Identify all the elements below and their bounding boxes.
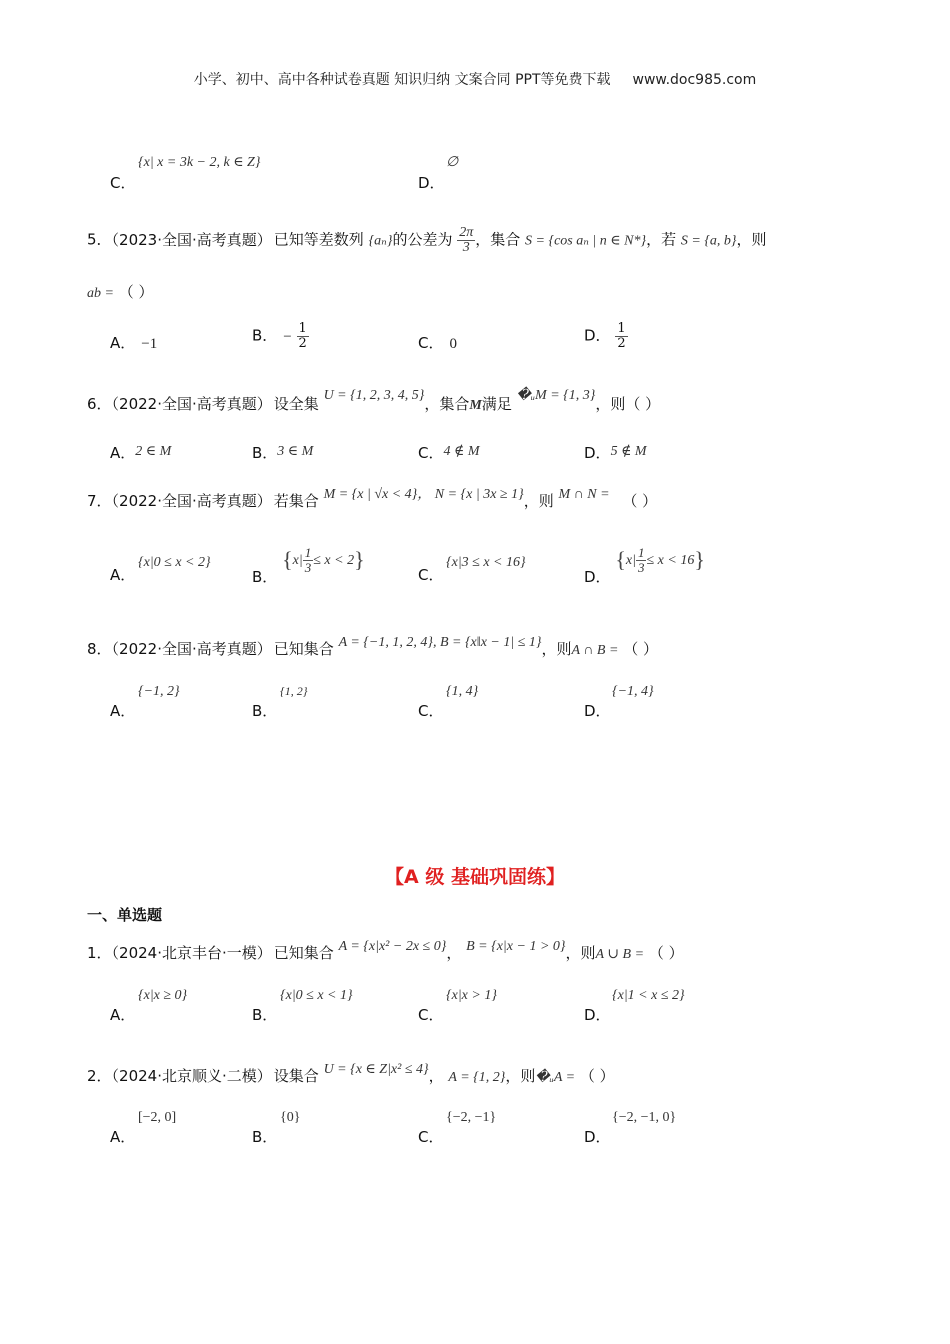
question-number: 2．: [87, 1067, 112, 1085]
question-text: ，则: [565, 944, 596, 962]
option-label: A．: [110, 702, 136, 720]
question-text: 已知等差数列: [273, 230, 364, 249]
option-math: {0}: [280, 1110, 301, 1125]
fraction: [615, 322, 627, 351]
question-text: 设集合: [273, 1067, 319, 1085]
question-text: ，若: [646, 230, 677, 249]
option-label: B．: [252, 326, 278, 345]
option-value: −1: [141, 336, 158, 352]
question-source: （2024·北京丰台·一模）: [111, 944, 272, 962]
question-number: 7．: [87, 492, 112, 510]
brace-right: }: [694, 546, 705, 572]
q4-option-d[interactable]: [418, 155, 459, 193]
option-label: D．: [418, 174, 445, 192]
question-source: （2022·全国·高考真题）: [111, 640, 272, 658]
frac-top: 1: [637, 545, 645, 560]
frac-bot: 2: [617, 336, 626, 351]
option-label: C．: [418, 702, 444, 720]
option-math: ∅: [446, 155, 459, 170]
question-text: ，则: [736, 230, 767, 249]
brace-left: {: [615, 546, 626, 572]
question-text: 若集合: [273, 492, 319, 510]
var: x: [292, 552, 299, 568]
option-math: 4 ∉ M: [443, 444, 480, 459]
option-label: C．: [418, 566, 444, 584]
q8-option-a[interactable]: [110, 684, 180, 721]
p1-option-d[interactable]: [584, 988, 685, 1025]
question-source: （2022·全国·高考真题）: [111, 492, 272, 510]
question-8: [87, 635, 658, 659]
option-label: D．: [584, 702, 611, 720]
question-number: 5．: [87, 230, 112, 249]
question-5: [87, 226, 767, 255]
q5-option-d[interactable]: [584, 322, 628, 351]
math-set: U = {1, 2, 3, 4, 5}: [323, 388, 425, 403]
option-math: 3 ∈ M: [277, 444, 314, 459]
practice-question-2: [87, 1062, 615, 1086]
bar: |: [298, 552, 303, 568]
option-label: A．: [110, 1006, 136, 1024]
frac-top: 1: [617, 321, 626, 336]
question-5-line2: [87, 281, 154, 302]
fraction: [297, 322, 309, 351]
separator: ，: [428, 1067, 444, 1085]
frac-bot: 3: [304, 560, 312, 575]
math-set: A = {x|x² − 2x ≤ 0}: [338, 939, 447, 954]
option-math: [282, 545, 365, 575]
option-math: {−2, −1}: [446, 1110, 497, 1125]
practice-question-1: [87, 939, 684, 963]
frac-top: 1: [304, 545, 312, 560]
header-text: 小学、初中、高中各种试卷真题 知识归纳 文案合同 PPT等免费下载: [193, 72, 611, 88]
option-math: {1, 2}: [280, 684, 308, 698]
q5-option-a[interactable]: [110, 332, 157, 353]
option-math: 5 ∉ M: [610, 444, 647, 459]
option-label: C．: [110, 174, 136, 192]
p1-option-b[interactable]: [252, 988, 353, 1025]
option-math: {−2, −1, 0}: [612, 1110, 677, 1125]
p2-option-a[interactable]: [110, 1110, 177, 1147]
q6-option-d[interactable]: [584, 442, 647, 463]
p2-option-c[interactable]: [418, 1110, 497, 1147]
question-text: ，集合: [424, 395, 470, 413]
question-text: 设全集: [273, 395, 319, 413]
math-set: A = {1, 2}: [448, 1070, 506, 1085]
option-math: {x|0 ≤ x < 2}: [138, 555, 211, 570]
q5-option-c[interactable]: [418, 332, 457, 353]
math-set: S = {a, b}: [680, 233, 737, 249]
bar: |: [632, 552, 636, 568]
option-label: A．: [110, 334, 136, 352]
option-math: {x|3 ≤ x < 16}: [446, 555, 526, 570]
option-math: {1, 4}: [446, 684, 479, 699]
question-text: ，则: [523, 492, 554, 510]
q5-option-b[interactable]: [252, 322, 309, 351]
question-number: 1．: [87, 944, 112, 962]
frac-bot: 2: [298, 336, 307, 351]
question-number: 8．: [87, 640, 112, 658]
answer-blank: （ ）: [648, 944, 684, 962]
fraction: [457, 226, 475, 255]
frac-top: 1: [298, 321, 307, 336]
question-text: 已知集合: [273, 640, 334, 658]
option-label: C．: [418, 1006, 444, 1024]
question-source: （2024·北京顺义·二模）: [111, 1067, 272, 1085]
option-label: B．: [252, 567, 278, 586]
p1-option-a[interactable]: [110, 988, 188, 1025]
answer-blank: （ ）: [579, 1067, 615, 1085]
p2-option-b[interactable]: [252, 1110, 301, 1147]
option-label: B．: [252, 1128, 278, 1146]
option-label: B．: [252, 702, 278, 720]
q8-option-c[interactable]: [418, 684, 479, 721]
option-math: {−1, 2}: [138, 684, 180, 699]
option-label: D．: [584, 1006, 611, 1024]
var: x: [625, 552, 633, 568]
option-label: A．: [110, 444, 136, 462]
brace-left: {: [282, 546, 293, 572]
q7-option-c[interactable]: [418, 555, 526, 585]
option-math: {x|x > 1}: [446, 988, 497, 1003]
option-value: 0: [449, 336, 457, 352]
option-math: [615, 545, 705, 575]
math-set: S = {cos aₙ | n ∈ N*}: [525, 233, 647, 249]
question-text: 满足: [481, 395, 512, 413]
p2-option-d[interactable]: [584, 1110, 677, 1147]
q7-option-d[interactable]: [584, 545, 705, 586]
post: ≤ x < 2: [313, 552, 355, 568]
option-label: D．: [584, 444, 611, 462]
math-expr: �ᵤA =: [535, 1070, 576, 1085]
question-source: （2023·全国·高考真题）: [111, 230, 272, 249]
option-math: 2 ∈ M: [135, 444, 172, 459]
fraction: [303, 546, 314, 575]
frac-bot: 3: [462, 240, 470, 255]
question-text: 的公差为: [392, 230, 453, 249]
option-label: A．: [110, 1128, 136, 1146]
math-expr: M ∩ N =: [558, 487, 610, 502]
fraction: [636, 546, 647, 575]
option-label: D．: [584, 326, 611, 345]
answer-blank: （ ）: [622, 492, 658, 510]
option-math: {x|0 ≤ x < 1}: [280, 988, 353, 1003]
option-label: A．: [110, 566, 136, 584]
math-sets: A = {−1, 1, 2, 4}, B = {x‖x − 1| ≤ 1}: [338, 635, 542, 650]
math-sequence: {aₙ}: [368, 233, 393, 249]
option-label: C．: [418, 1128, 444, 1146]
frac-bot: 3: [637, 560, 645, 575]
math-set: B = {x|x − 1 > 0}: [466, 939, 566, 954]
option-label: B．: [252, 1006, 278, 1024]
math-condition: �ᵤM = {1, 3}: [516, 388, 596, 403]
question-text: 已知集合: [273, 944, 334, 962]
question-text: ，集合: [475, 230, 521, 249]
answer-blank: （ ）: [623, 640, 658, 658]
frac-top: 2π: [459, 225, 474, 240]
math-expr: A ∪ B =: [595, 947, 645, 962]
math-expr: A ∩ B =: [571, 643, 619, 658]
q6-option-b[interactable]: [252, 442, 313, 463]
page-header: [0, 69, 950, 89]
question-6: [87, 388, 661, 414]
math-var: M: [469, 398, 482, 413]
answer-blank: （ ）: [118, 283, 154, 301]
q6-option-a[interactable]: [110, 442, 171, 463]
option-label: D．: [584, 567, 611, 586]
option-label: C．: [418, 334, 444, 352]
answer-blank: （ ）: [625, 395, 661, 413]
header-site: www.doc985.com: [632, 72, 757, 88]
math-expr: ab =: [87, 286, 114, 301]
p1-option-c[interactable]: [418, 988, 497, 1025]
q4-option-c[interactable]: [110, 155, 261, 193]
question-text: ，则: [541, 640, 572, 658]
q7-option-b[interactable]: [252, 545, 365, 586]
section-title: 【A 级 基础巩固练】: [385, 866, 565, 888]
option-math: {x|1 < x ≤ 2}: [612, 988, 685, 1003]
question-text: ，则: [505, 1067, 536, 1085]
brace-right: }: [354, 546, 365, 572]
option-label: C．: [418, 444, 444, 462]
option-math: {x| x = 3k − 2, k ∈ Z}: [138, 155, 261, 170]
option-math: {x|x ≥ 0}: [138, 988, 188, 1003]
q8-option-d[interactable]: [584, 684, 654, 721]
option-label: D．: [584, 1128, 611, 1146]
question-source: （2022·全国·高考真题）: [111, 395, 272, 413]
separator: ，: [446, 944, 462, 962]
math-sets: M = {x | √x < 4}， N = {x | 3x ≥ 1}: [323, 487, 524, 502]
option-math: {−1, 4}: [612, 684, 654, 699]
question-number: 6．: [87, 395, 112, 413]
question-text: ，则: [595, 395, 626, 413]
question-7: [87, 487, 658, 511]
q7-option-a[interactable]: [110, 555, 211, 585]
math-set: U = {x ∈ Z|x² ≤ 4}: [323, 1062, 429, 1077]
q8-option-b[interactable]: [252, 684, 308, 721]
option-label: B．: [252, 444, 278, 462]
post: ≤ x < 16: [646, 552, 695, 568]
subsection-title: 一、单选题: [87, 906, 163, 924]
option-sign: −: [283, 328, 292, 345]
q6-option-c[interactable]: [418, 442, 480, 463]
option-math: [−2, 0]: [138, 1110, 177, 1125]
